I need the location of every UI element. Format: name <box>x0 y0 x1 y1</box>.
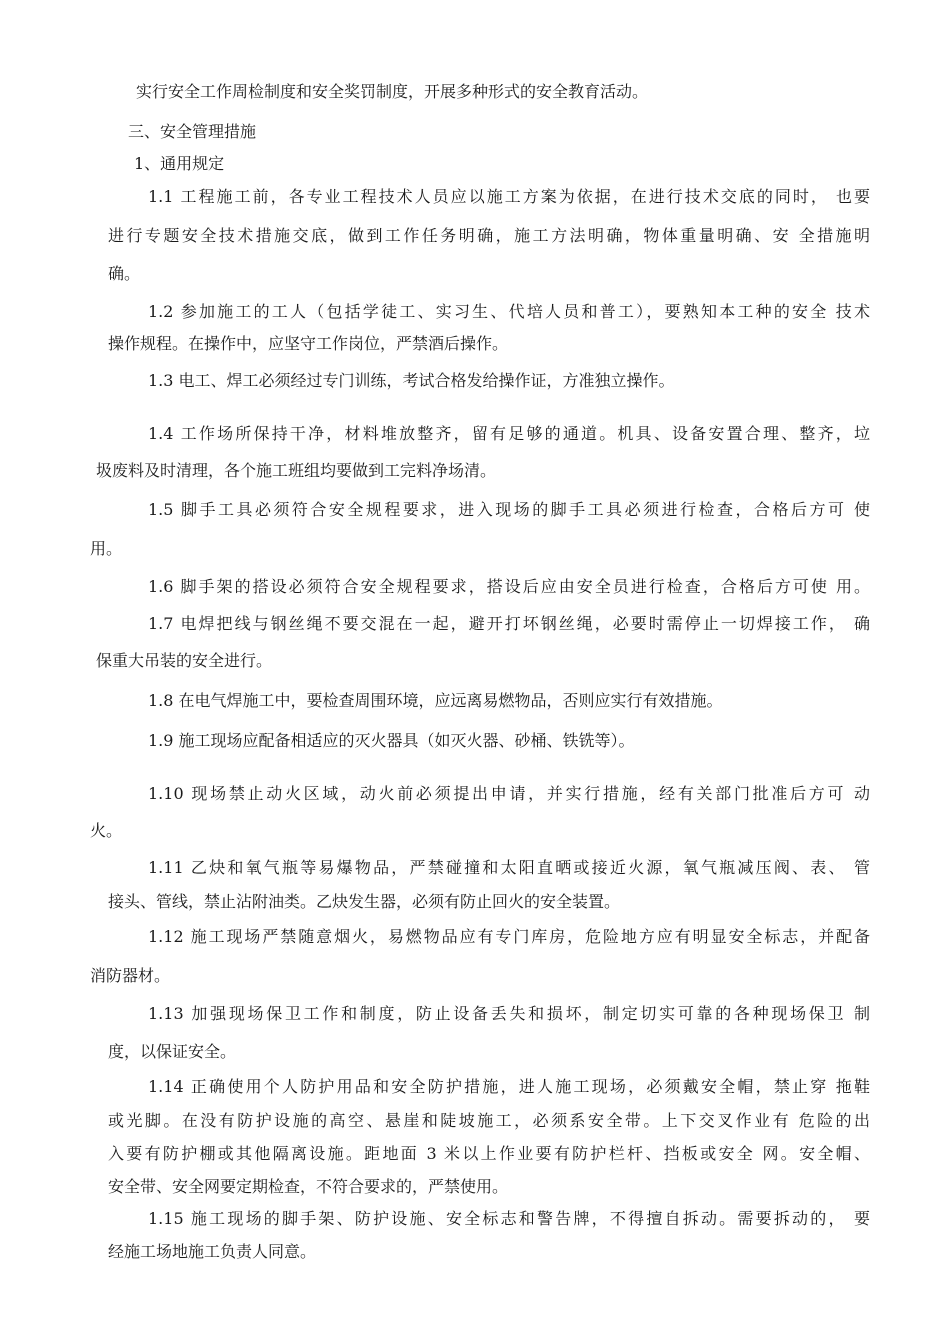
paragraph-line: 火。 <box>90 821 123 840</box>
paragraph-line: 1.6 脚手架的搭设必须符合安全规程要求，搭设后应由安全员进行检查，合格后方可使 用。 <box>148 577 870 596</box>
paragraph-line: 1.11 乙炔和氧气瓶等易爆物品，严禁碰撞和太阳直晒或接近火源，氧气瓶减压阀、表、 管 <box>148 858 870 877</box>
paragraph-line: 1.3 电工、焊工必须经过专门训练，考试合格发给操作证，方准独立操作。 <box>148 371 675 390</box>
paragraph-line: 安全带、安全网要定期检查，不符合要求的，严禁使用。 <box>108 1177 509 1196</box>
subsection-heading: 1、通用规定 <box>134 154 225 173</box>
paragraph-line: 1.14 正确使用个人防护用品和安全防护措施，进人施工现场，必须戴安全帽，禁止穿 拖鞋 <box>148 1077 870 1096</box>
paragraph-line: 1.7 电焊把线与钢丝绳不要交混在一起，避开打坏钢丝绳，必要时需停止一切焊接工作， 确 <box>148 614 870 633</box>
paragraph-line: 1.12 施工现场严禁随意烟火，易燃物品应有专门库房，危险地方应有明显安全标志，并配备 <box>148 927 870 946</box>
paragraph-line: 1.15 施工现场的脚手架、防护设施、安全标志和警告牌，不得擅自拆动。需要拆动的， 要 <box>148 1209 870 1228</box>
paragraph-line: 1.10 现场禁止动火区域，动火前必须提出申请，并实行措施，经有关部门批准后方可 动 <box>148 784 870 803</box>
paragraph-line: 1.1 工程施工前，各专业工程技术人员应以施工方案为依据，在进行技术交底的同时， 也要 <box>148 187 870 206</box>
paragraph-line: 1.13 加强现场保卫工作和制度，防止设备丢失和损坏，制定切实可靠的各种现场保卫 制 <box>148 1004 870 1023</box>
paragraph-line: 度，以保证安全。 <box>108 1042 237 1061</box>
paragraph-line: 或光脚。在没有防护设施的高空、悬崖和陡坡施工，必须系安全带。上下交叉作业有 危险的出 <box>108 1111 870 1130</box>
paragraph-line: 1.4 工作场所保持干净，材料堆放整齐，留有足够的通道。机具、设备安置合理、整齐，垃 <box>148 424 870 443</box>
paragraph-line: 消防器材。 <box>90 966 171 985</box>
paragraph-line: 经施工场地施工负责人同意。 <box>108 1242 317 1261</box>
paragraph-line: 接头、管线，禁止沾附油类。乙炔发生器，必须有防止回火的安全装置。 <box>108 892 621 911</box>
paragraph-line: 实行安全工作周检制度和安全奖罚制度，开展多种形式的安全教育活动。 <box>136 82 649 101</box>
section-heading: 三、安全管理措施 <box>128 122 257 141</box>
paragraph-line: 进行专题安全技术措施交底，做到工作任务明确，施工方法明确，物体重量明确、安 全措施明 <box>108 226 870 245</box>
paragraph-line: 1.5 脚手工具必须符合安全规程要求，进入现场的脚手工具必须进行检查，合格后方可 使 <box>148 500 870 519</box>
paragraph-line: 圾废料及时清理，各个施工班组均要做到工完料净场清。 <box>96 461 497 480</box>
paragraph-line: 1.2 参加施工的工人（包括学徒工、实习生、代培人员和普工），要熟知本工种的安全 技术 <box>148 302 870 321</box>
paragraph-line: 1.9 施工现场应配备相适应的灭火器具（如灭火器、砂桶、铁铣等）。 <box>148 731 635 750</box>
paragraph-line: 1.8 在电气焊施工中，要检查周围环境，应远离易燃物品，否则应实行有效措施。 <box>148 691 723 710</box>
paragraph-line: 用。 <box>90 539 123 558</box>
paragraph-line: 保重大吊装的安全进行。 <box>96 651 273 670</box>
paragraph-line: 入要有防护棚或其他隔离设施。距地面 3 米以上作业要有防护栏杆、挡板或安全 网。安全帽、 <box>108 1144 870 1163</box>
paragraph-line: 确。 <box>108 264 141 283</box>
paragraph-line: 操作规程。在操作中，应坚守工作岗位，严禁酒后操作。 <box>108 334 509 353</box>
